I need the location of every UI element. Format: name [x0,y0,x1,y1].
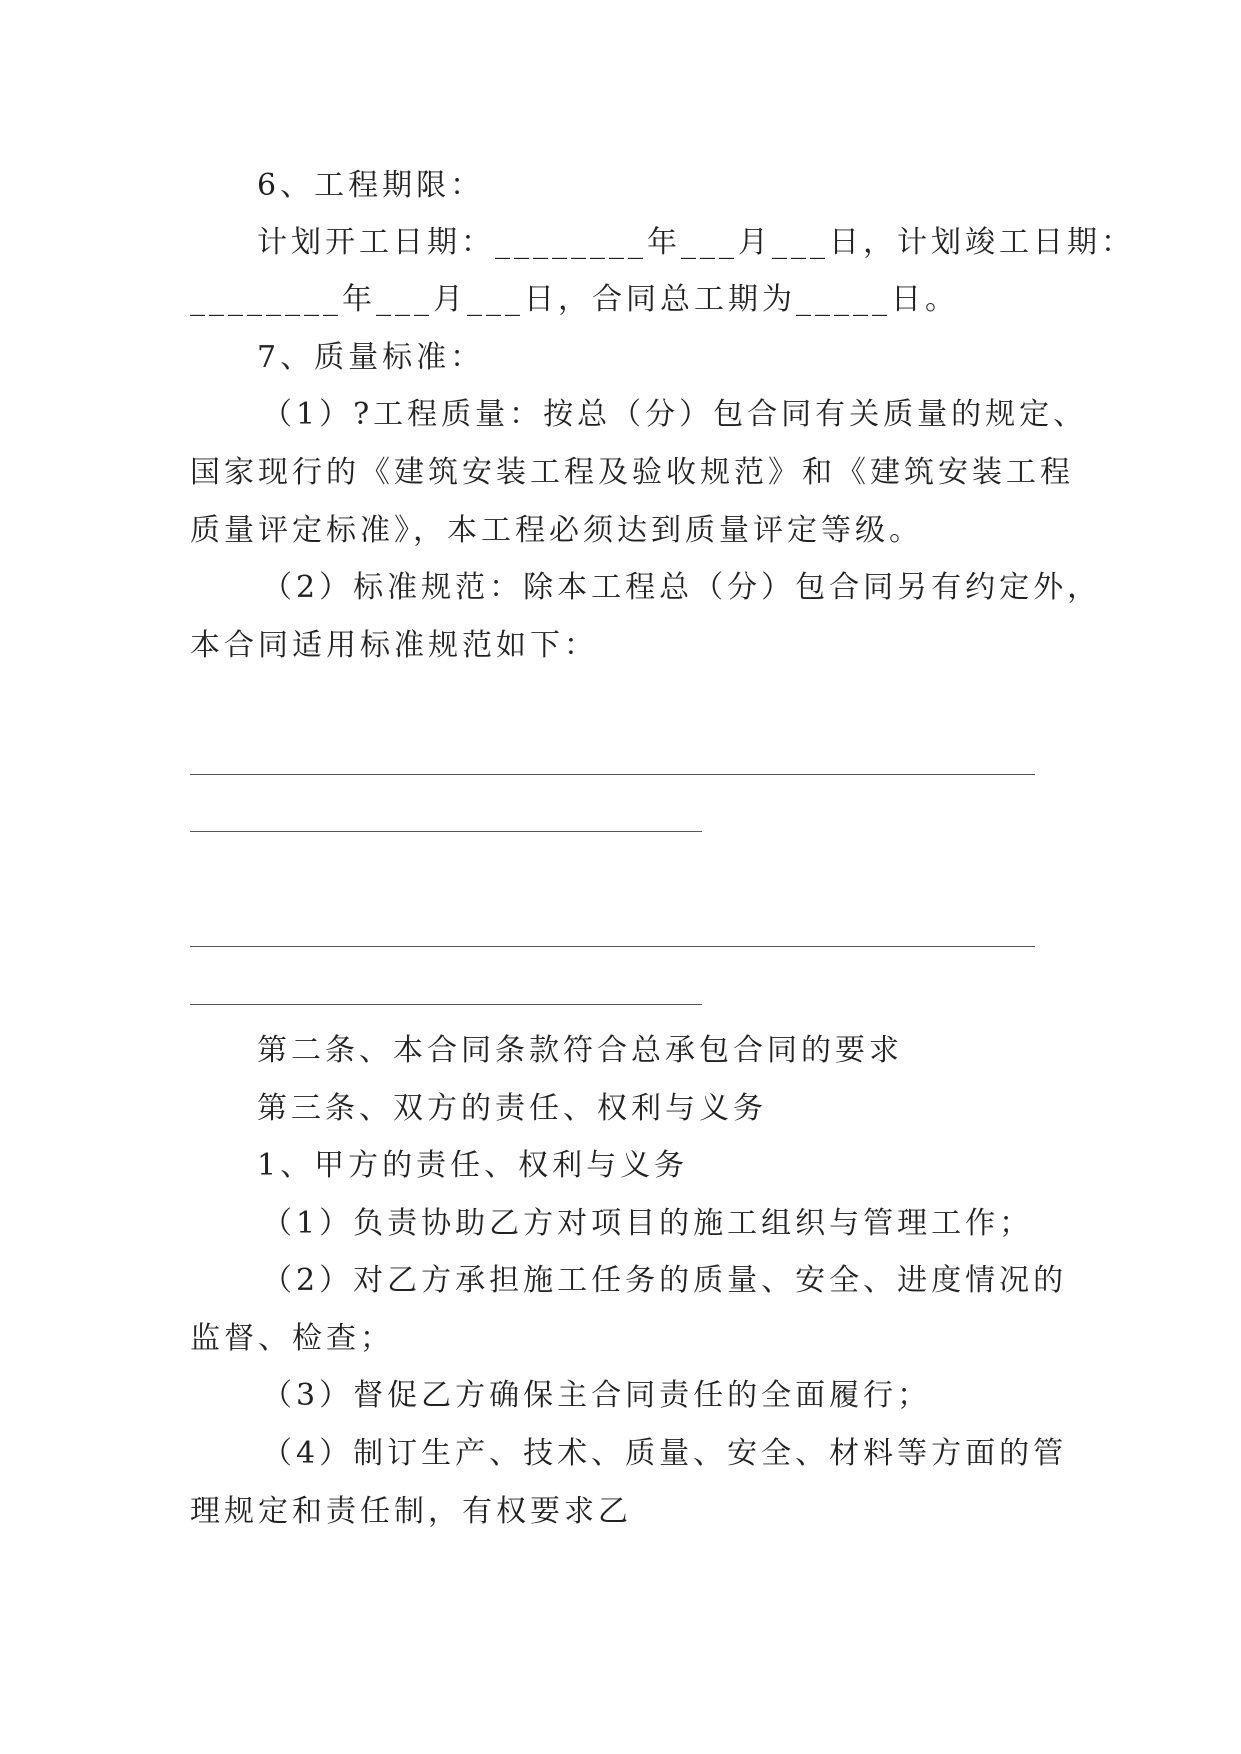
party-a-heading: 1、甲方的责任、权利与义务 [257,1148,689,1183]
blank-fill-line [190,1004,702,1005]
clause-6-heading: 6、工程期限： [257,168,485,203]
blank-fill-line [190,831,702,832]
party-a-item-2-line-2: 监督、检查； [190,1321,394,1356]
quality-item-2-line-1: （2）标准规范：除本工程总（分）包合同另有约定外， [262,570,1102,605]
blank-fill-line [190,774,1035,775]
party-a-item-4-line-1: （4）制订生产、技术、质量、安全、材料等方面的管 [262,1436,1068,1471]
quality-item-1-line-3: 质量评定标准》，本工程必须达到质量评定等级。 [190,513,923,548]
article-3-heading: 第三条、双方的责任、权利与义务 [257,1091,767,1126]
schedule-duration-line: ________年___月___日，合同总工期为_____日。 [190,282,959,317]
clause-7-heading: 7、质量标准： [257,340,485,375]
party-a-item-1: （1）负责协助乙方对项目的施工组织与管理工作； [262,1206,1034,1241]
article-2-heading: 第二条、本合同条款符合总承包合同的要求 [257,1033,903,1068]
quality-item-2-line-2: 本合同适用标准规范如下： [190,628,598,663]
party-a-item-3: （3）督促乙方确保主合同责任的全面履行； [262,1378,932,1413]
party-a-item-4-line-2: 理规定和责任制，有权要求乙 [190,1494,632,1529]
schedule-dates-line: 计划开工日期：________年___月___日，计划竣工日期： [257,225,1135,260]
quality-item-1-line-1: （1）?工程质量：按总（分）包合同有关质量的规定、 [262,397,1088,432]
quality-item-1-line-2: 国家现行的《建筑安装工程及验收规范》和《建筑安装工程 [190,455,1074,490]
blank-fill-line [190,946,1035,947]
party-a-item-2-line-1: （2）对乙方承担施工任务的质量、安全、进度情况的 [262,1263,1068,1298]
